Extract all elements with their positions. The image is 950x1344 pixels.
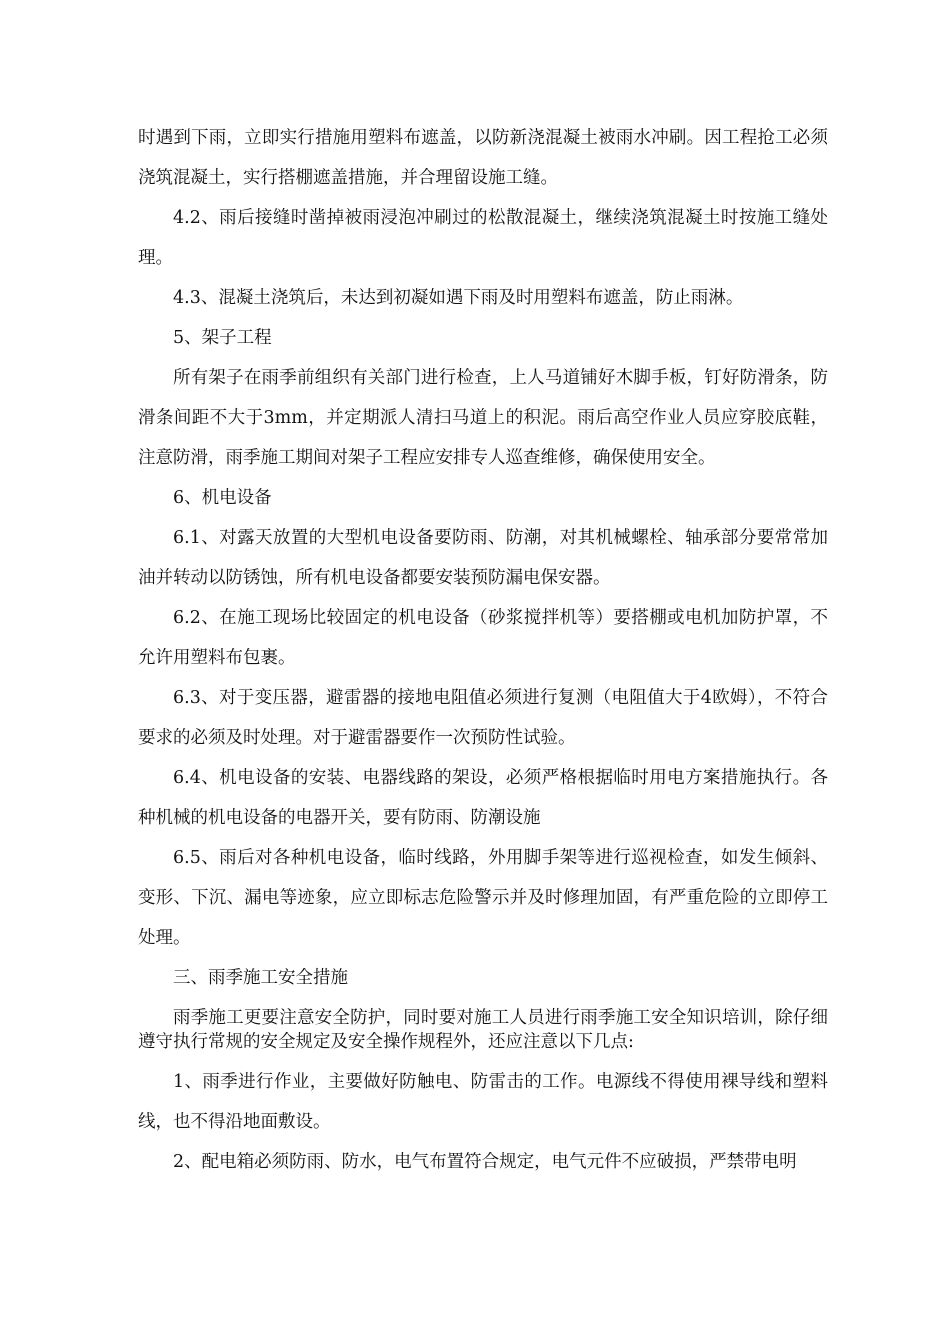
section-heading-safety: 三、雨季施工安全措施 (173, 968, 348, 988)
paragraph-11: 6.5、雨后对各种机电设备，临时线路，外用脚手架等进行巡视检查，如发生倾斜、变形、下沉、漏电等迹象，应立即标志危险警示并及时修理加固，有严重危险的立即停工处理。 (138, 848, 828, 948)
document-body (138, 118, 828, 1182)
paragraph-14: 1、雨季进行作业，主要做好防触电、防雷击的工作。电源线不得使用裸导线和塑料线，也不得沿地面敷设。 (138, 1072, 828, 1132)
paragraph-8: 6.2、在施工现场比较固定的机电设备（砂浆搅拌机等）要搭棚或电机加防护罩，不允许用塑料布包裹。 (138, 608, 828, 668)
paragraph-5: 所有架子在雨季前组织有关部门进行检查，上人马道铺好木脚手板，钉好防滑条，防滑条间距不大于3mm，并定期派人清扫马道上的积泥。雨后高空作业人员应穿胶底鞋，注意防滑，雨季施工期间对架子工程应安排专人巡查维修，确保使用安全。 (138, 368, 828, 468)
paragraph-3: 4.3、混凝土浇筑后，未达到初凝如遇下雨及时用塑料布遮盖，防止雨淋。 (173, 288, 744, 308)
paragraph-10: 6.4、机电设备的安装、电器线路的架设，必须严格根据临时用电方案措施执行。各种机械的机电设备的电器开关，要有防雨、防潮设施 (138, 768, 828, 828)
paragraph-13: 雨季施工更要注意安全防护，同时要对施工人员进行雨季施工安全知识培训，除仔细遵守执行常规的安全规定及安全操作规程外，还应注意以下几点: (138, 1008, 828, 1052)
paragraph-15: 2、配电箱必须防雨、防水，电气布置符合规定，电气元件不应破损，严禁带电明 (173, 1152, 797, 1172)
paragraph-1: 时遇到下雨，立即实行措施用塑料布遮盖，以防新浇混凝土被雨水冲刷。因工程抢工必须浇筑混凝土，实行搭棚遮盖措施，并合理留设施工缝。 (138, 128, 828, 188)
section-heading-scaffolding: 5、架子工程 (173, 328, 272, 348)
paragraph-9: 6.3、对于变压器，避雷器的接地电阻值必须进行复测（电阻值大于4欧姆），不符合要求的必须及时处理。对于避雷器要作一次预防性试验。 (138, 688, 828, 748)
paragraph-2: 4.2、雨后接缝时凿掉被雨浸泡冲刷过的松散混凝土，继续浇筑混凝土时按施工缝处理。 (138, 208, 828, 268)
section-heading-electromechanical: 6、机电设备 (173, 488, 272, 508)
paragraph-7: 6.1、对露天放置的大型机电设备要防雨、防潮，对其机械螺栓、轴承部分要常常加油并转动以防锈蚀，所有机电设备都要安装预防漏电保安器。 (138, 528, 828, 588)
